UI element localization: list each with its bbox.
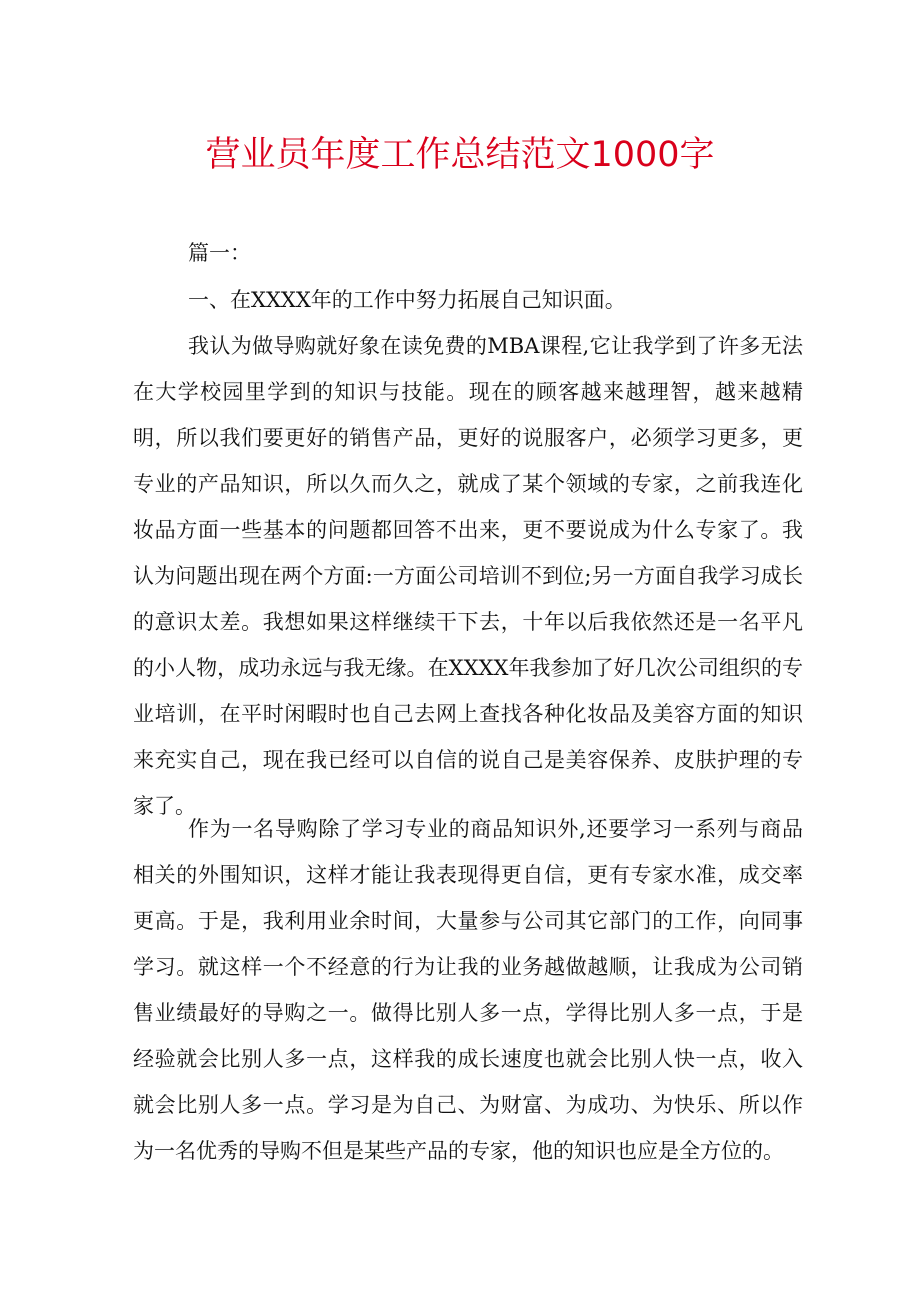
section-label: 篇一： [188,241,251,265]
section-heading: 一、在XXXX年的工作中努力拓展自己知识面。 [188,288,626,312]
page-title: 营业员年度工作总结范文1000字 [205,135,715,175]
body-paragraph: 我认为做导购就好象在读免费的MBA课程,它让我学到了许多无法在大学校园里学到的知识与技能。现在的顾客越来越理智，越来越精明，所以我们要更好的销售产品，更好的说服客户，必须学习更多，更专业的产品知识，所以久而久之，就成了某个领域的专家，之前我连化妆品方面一些基本的问题都回答不出来，更不要说成为什么专家了。我认为问题出现在两个方面:一方面公司培训不到位;另一方面自我学习成长的意识太差。我想如果这样继续干下去，十年以后我依然还是一名平凡的小人物，成功永远与我无缘。在XXXX年我参加了好几次公司组织的专业培训，在平时闲暇时也自己去网上查找各种化妆品及美容方面的知识来充实自己，现在我已经可以自信的说自己是美容保养、皮肤护理的专家了。 [133,334,803,818]
body-paragraph: 作为一名导购除了学习专业的商品知识外,还要学习一系列与商品相关的外围知识，这样才能让我表现得更自信，更有专家水准，成交率更高。于是，我利用业余时间，大量参与公司其它部门的工作，向同事学习。就这样一个不经意的行为让我的业务越做越顺，让我成为公司销售业绩最好的导购之一。做得比别人多一点，学得比别人多一点，于是经验就会比别人多一点，这样我的成长速度也就会比别人快一点，收入就会比别人多一点。学习是为自己、为财富、为成功、为快乐、所以作为一名优秀的导购不但是某些产品的专家，他的知识也应是全方位的。 [133,817,803,1163]
